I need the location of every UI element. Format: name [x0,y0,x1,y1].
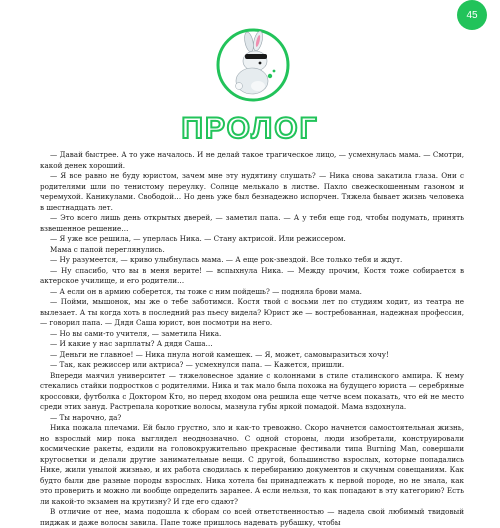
paragraph: Ника пожала плечами. Ей было грустно, зло и как-то тревожно. Скоро начнется самостоятельная жизнь, но взрослый мир пока выглядел неоднозначно. С одной стороны, люди изобретали, конструировали космические ракеты, ездили на головокружительно прекрасные фестивали типа Burning Man, совершали кругосветки и делали другие занимательные вещи. С другой, большинство взрослых, которые попадались Нике, жили унылой жизнью, и их работа сводилась к перебиранию документов и скучным совещаниям. Как будто были две разные породы взрослых. Ника хотела бы принадлежать к первой породе, но не знала, как это проверить и можно ли вообще определить заранее. А если нельзя, то как попадают в эту категорию? Есть ли какой-то экзамен на крутизну? И где его сдают? [40,423,464,506]
paragraph: — Ну спасибо, что вы в меня верите! — вспыхнула Ника. — Между прочим, Костя тоже собирается в актерское училище, и его родители… [40,265,464,285]
paragraph: Впереди маячил университет — тяжеловесное здание с колоннами в стиле сталинского ампира. К нему стекались стайки подростков с родителями. Ника и так мало была похожа на будущего юриста — серебряные кроссовки, футболка с Доктором Кто, но перед входом она решила еще четче всем показать, что ей не место среди этих зануд. Растрепала короткие волосы, мазнула губы яркой помадой. Мама вздохнула. [40,370,464,411]
paragraph: В отличие от нее, мама подошла к сборам со всей ответственностью — надела свой любимый твидовый пиджак и даже волосы завила. Папе тоже пришлось надевать рубашку, чтобы [40,507,464,527]
paragraph: — Но вы сами-то учителя, — заметила Ника. [50,328,222,338]
paragraph: — И какие у нас зарплаты? А дядя Саша… [50,339,213,348]
paragraph: — Я все равно не буду юристом, зачем мне эту нудятину слушать? — Ника снова закатила глаза. Они с родителями шли по тенистому переулку. Солнце мелькало в листве. Пахло свежескошенным газоном и черемухой. Каникулами. Свободой… Но день уже был безнадежно испорчен. Тяжела бывает жизнь человека в шестнадцать лет. [40,171,464,212]
chapter-title: ПРОЛОГ [181,112,319,145]
bunny-round-icon [214,26,292,104]
paragraph: — Это всего лишь день открытых дверей, — заметил папа. — А у тебя еще год, чтобы подумать, принять взвешенное решение… [40,213,464,233]
paragraph: — Пойми, мышонок, мы же о тебе заботимся. Костя твой с восьми лет по студиям ходит, из театра не вылезает. А ты когда хоть в последний раз пьесу видела? Юрист же — востребованная, надежная профессия, — говорил папа. — Дядя Саша юрист, вон посмотри на него. [40,297,464,327]
paragraph: — Я уже все решила, — уперлась Ника. — Стану актрисой. Или режиссером. [50,234,346,243]
paragraph: Мама с папой переглянулись. [50,244,165,254]
body-text [40,150,464,528]
paragraph: — Деньги не главное! — Ника пнула ногой камешек. — Я, может, самовыразиться хочу! [50,349,389,359]
page-number-badge [457,0,487,30]
paragraph: — Ты нарочно, да? [50,412,122,422]
paragraph: — Давай быстрее. А то уже началось. И не делай такое трагическое лицо, — усмехнулась мама. — Смотри, какой денек хороший. [40,150,464,170]
paragraph: — Так, как режиссер или актриса? — усмехнулся папа. — Кажется, пришли. [50,360,345,369]
paragraph: — А если он в армию соберется, ты тоже с ним пойдешь? — подняла брови мама. [50,286,362,296]
paragraph: — Ну разумеется, — криво улыбнулась мама. — А еще рок-звездой. Все только тебя и ждут. [50,255,403,264]
page-number: 45 [466,9,478,21]
